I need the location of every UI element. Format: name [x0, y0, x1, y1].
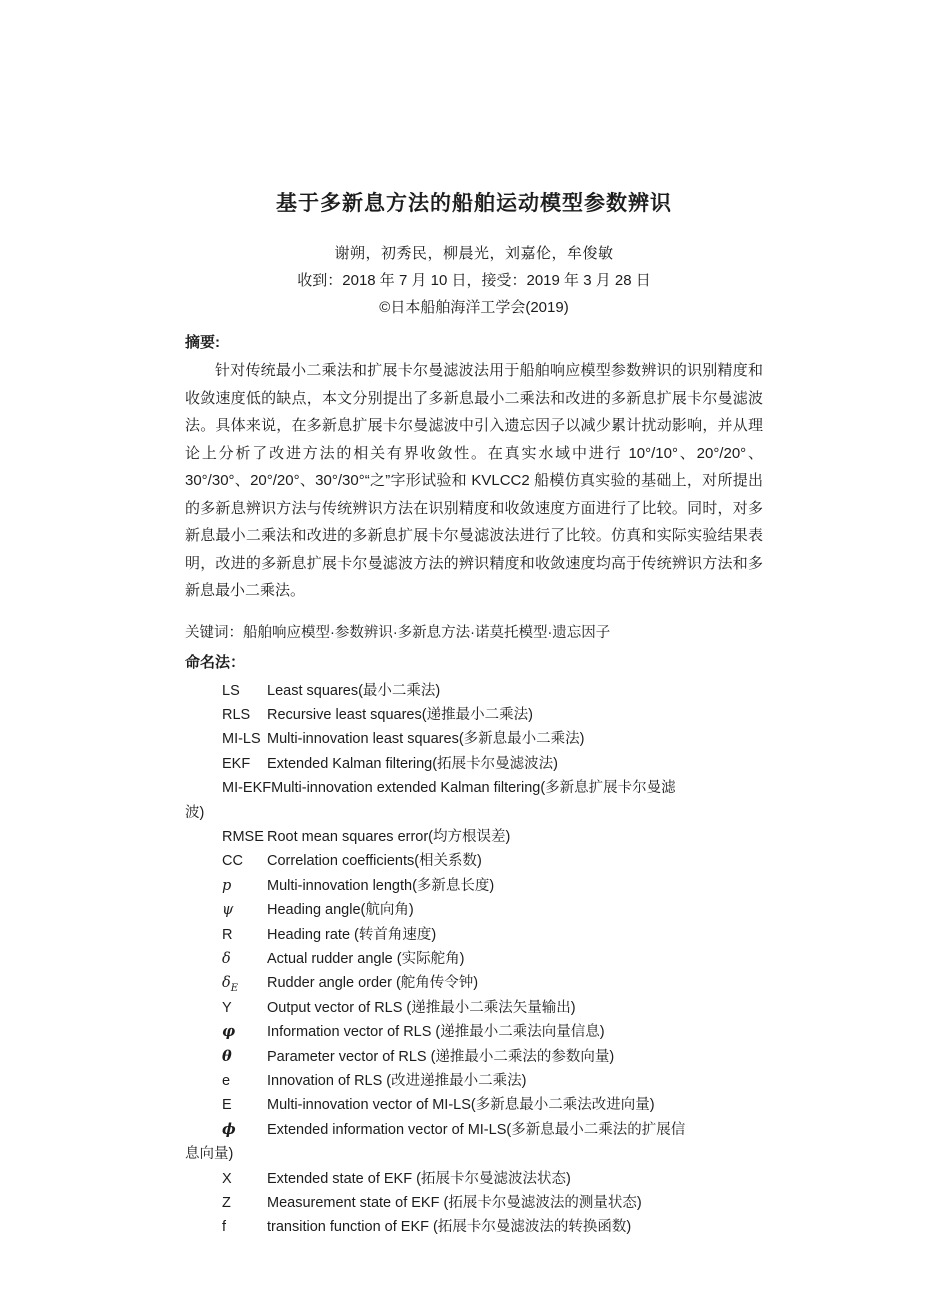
- nomenclature-list: [185, 679, 763, 1240]
- paper-received-accepted: 收到：2018 年 7 月 10 日，接受：2019 年 3 月 28 日: [297, 272, 651, 289]
- nomenclature-definition: Recursive least squares(递推最小二乘法): [267, 706, 533, 723]
- nomenclature-symbol: $\delta_E$: [222, 975, 239, 995]
- nomenclature-item: [185, 1118, 763, 1142]
- nomenclature-symbol: RLS: [222, 706, 251, 723]
- nomenclature-item: [185, 1093, 763, 1117]
- nomenclature-item: [185, 971, 763, 995]
- nomenclature-item: [185, 825, 763, 849]
- nomenclature-symbol: φ: [222, 1023, 236, 1041]
- nomenclature-symbol-subscript: E: [230, 983, 239, 995]
- nomenclature-item: [185, 679, 763, 703]
- nomenclature-item: [185, 1191, 763, 1215]
- nomenclature-item: [185, 849, 763, 873]
- nomenclature-symbol: θ: [222, 1047, 232, 1065]
- nomenclature-definition: Innovation of RLS (改进递推最小二乘法): [267, 1073, 527, 1089]
- nomenclature-definition: Output vector of RLS (递推最小二乘法矢量输出): [267, 999, 576, 1016]
- nomenclature-symbol: f: [222, 1219, 227, 1236]
- abstract-label: 摘要:: [185, 334, 220, 351]
- paper-content: [185, 0, 763, 1240]
- nomenclature-definition-continuation: 波): [185, 804, 205, 821]
- nomenclature-definition: Extended information vector of MI-LS(多新息最小二乘法的扩展信: [267, 1121, 686, 1138]
- nomenclature-item: [185, 947, 763, 971]
- nomenclature-definition: Extended Kalman filtering(拓展卡尔曼滤波法): [267, 755, 558, 772]
- nomenclature-symbol: p: [222, 877, 232, 894]
- nomenclature-symbol: MI-LS: [222, 731, 261, 748]
- nomenclature-symbol: R: [222, 926, 233, 943]
- nomenclature-definition: Rudder angle order (舵角传令钟): [267, 975, 479, 992]
- nomenclature-item: [185, 752, 763, 776]
- paper-authors: 谢朔，初秀民，柳晨光，刘嘉伦，牟俊敏: [334, 245, 614, 262]
- paper-copyright: ©日本船舶海洋工学会(2019): [379, 299, 569, 316]
- nomenclature-item: [185, 776, 763, 800]
- nomenclature-item: [185, 1215, 763, 1239]
- nomenclature-item: [185, 898, 763, 922]
- nomenclature-definition: Multi-innovation length(多新息长度): [267, 877, 495, 894]
- nomenclature-symbol: LS: [222, 682, 240, 699]
- nomenclature-symbol: ϕ: [222, 1120, 236, 1138]
- nomenclature-definition: Multi-innovation least squares(多新息最小二乘法): [267, 731, 585, 748]
- nomenclature-definition: Correlation coefficients(相关系数): [267, 853, 482, 870]
- nomenclature-item: [185, 703, 763, 727]
- nomenclature-label: 命名法：: [185, 653, 246, 671]
- nomenclature-symbol: δ: [222, 950, 231, 967]
- nomenclature-symbol: X: [222, 1170, 232, 1187]
- nomenclature-item: [185, 1020, 763, 1044]
- nomenclature-definition: Heading rate (转首角速度): [267, 926, 437, 943]
- nomenclature-definition: Root mean squares error(均方根误差): [267, 828, 511, 845]
- nomenclature-symbol: ψ: [222, 902, 234, 919]
- nomenclature-symbol: RMSE: [222, 828, 264, 845]
- nomenclature-definition: Measurement state of EKF (拓展卡尔曼滤波法的测量状态): [267, 1195, 642, 1212]
- nomenclature-item: [185, 1167, 763, 1191]
- nomenclature-definition-continuation: 息向量): [185, 1146, 234, 1163]
- nomenclature-item: [185, 874, 763, 898]
- nomenclature-definition: Multi-innovation extended Kalman filtering(多新息扩展卡尔曼滤: [271, 780, 676, 797]
- nomenclature-definition: transition function of EKF (拓展卡尔曼滤波法的转换函数): [267, 1219, 632, 1236]
- nomenclature-definition: Heading angle(航向角): [267, 902, 414, 919]
- nomenclature-symbol: e: [222, 1073, 231, 1089]
- nomenclature-symbol: Z: [222, 1195, 231, 1212]
- nomenclature-item: [185, 1069, 763, 1093]
- nomenclature-item: [185, 923, 763, 947]
- keywords-line: 关键词：船舶响应模型·参数辨识·多新息方法·诺莫托模型·遗忘因子: [185, 624, 611, 641]
- nomenclature-symbol: CC: [222, 853, 243, 870]
- nomenclature-definition: Information vector of RLS (递推最小二乘法向量信息): [267, 1024, 605, 1041]
- abstract-text: 针对传统最小二乘法和扩展卡尔曼滤波法用于船舶响应模型参数辨识的识别精度和收敛速度低的缺点，本文分别提出了多新息最小二乘法和改进的多新息扩展卡尔曼滤波法。具体来说，在多新息扩展卡尔曼滤波中引入遗忘因子以减少累计扰动影响，并从理论上分析了改进方法的相关有界收敛性。在真实水域中进行 10°/10°、20°/20°、30°/30°、20°/20°、30°/30°“之”字形试验和 KVLCC2 船模仿真实验的基础上，对所提出的多新息辨识方法与传统辨识方法在识别精度和收敛速度方面进行了比较。同时，对多新息最小二乘法和改进的多新息扩展卡尔曼滤波法进行了比较。仿真和实际实验结果表明，改进的多新息扩展卡尔曼滤波方法的辨识精度和收敛速度均高于传统辨识方法和多新息最小二乘法。: [185, 362, 763, 599]
- nomenclature-definition: Multi-innovation vector of MI-LS(多新息最小二乘法改进向量): [267, 1097, 655, 1114]
- nomenclature-symbol: MI-EKF: [222, 780, 272, 797]
- nomenclature-definition: Parameter vector of RLS (递推最小二乘法的参数向量): [267, 1048, 615, 1065]
- nomenclature-definition: Extended state of EKF (拓展卡尔曼滤波法状态): [267, 1170, 571, 1187]
- nomenclature-symbol: Y: [222, 999, 232, 1016]
- paper-title: 基于多新息方法的船舶运动模型参数辨识: [276, 192, 672, 215]
- nomenclature-symbol: E: [222, 1097, 232, 1114]
- nomenclature-definition: Actual rudder angle (实际舵角): [267, 950, 465, 967]
- nomenclature-item: [185, 996, 763, 1020]
- nomenclature-definition: Least squares(最小二乘法): [267, 682, 441, 699]
- nomenclature-item: [185, 727, 763, 751]
- nomenclature-item: [185, 1045, 763, 1069]
- nomenclature-symbol: EKF: [222, 755, 251, 772]
